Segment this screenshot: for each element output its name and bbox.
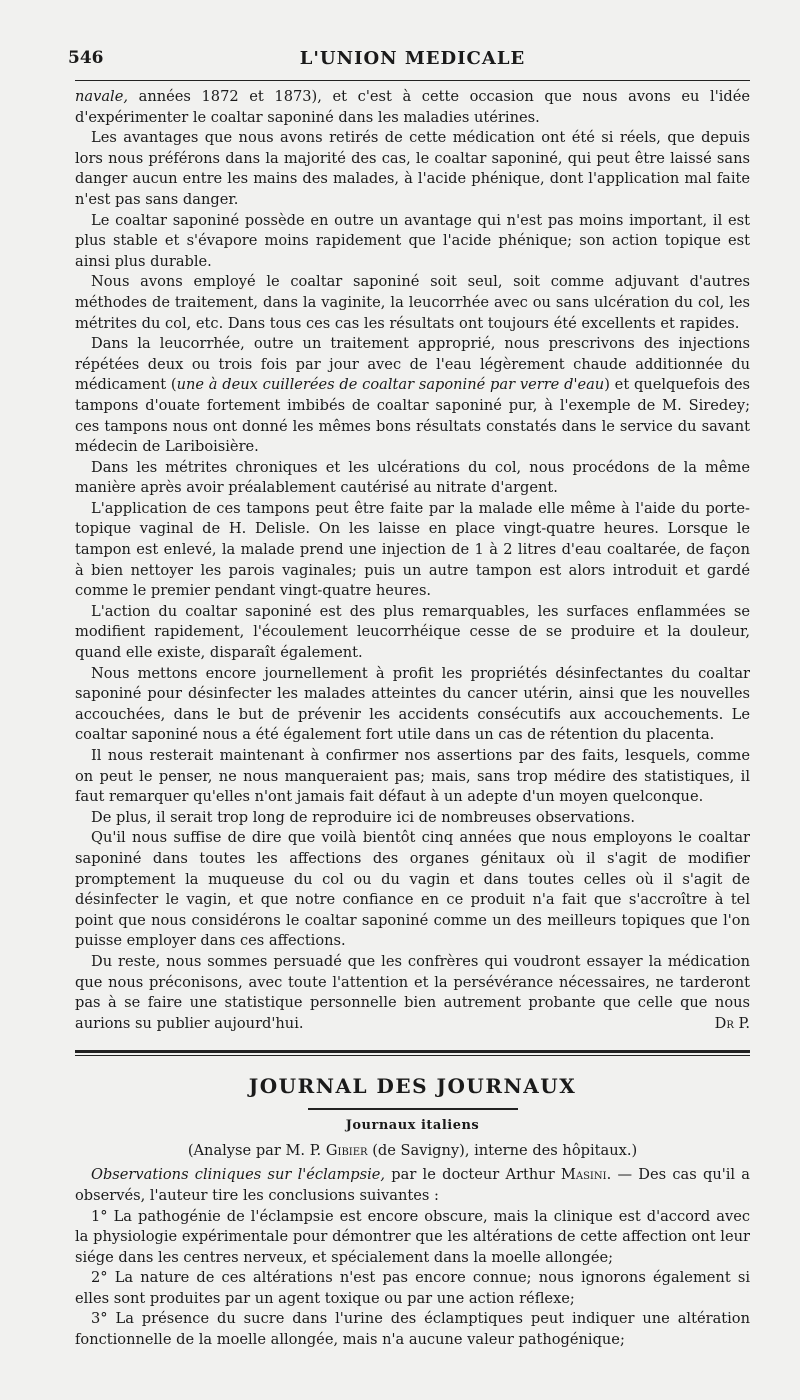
paragraph: Les avantages que nous avons retirés de cette médication ont été si réels, que depuis lors nous préférons dans la majorité des cas, le coaltar saponiné, qui peut être laissé sans danger aucun entre les mains des malades, à l'acide phénique, dont l'application mal faite n'est pas sans danger.: [75, 129, 750, 208]
journal-body: [75, 1165, 750, 1350]
conclusion-item: 3° La présence du sucre dans l'urine des éclamptiques peut indiquer une altération fonctionnelle de la moelle allongée, mais n'a aucune valeur pathogénique;: [75, 1310, 750, 1349]
paragraph: [75, 334, 750, 458]
running-header: [68, 46, 750, 74]
italic-text: Observations cliniques sur l'éclampsie,: [91, 1166, 386, 1184]
italic-text: navale,: [75, 88, 128, 105]
paragraph: Qu'il nous suffise de dire que voilà bientôt cinq années que nous employons le coaltar saponiné dans toutes les affections des organes génitaux où il s'agit de modifier promptement la muqueuse du col ou du vagin et dans toutes celles où il s'agit de désinfecter le vagin, et que notre confiance en ce produit n'a fait que s'accroître à tel point que nous considérons le coaltar saponiné comme un des meilleurs topiques que l'on puisse employer dans ces affections.: [75, 829, 750, 950]
paragraph-text: . — Des cas qu'il a observés, l'auteur tire les conclusions suivantes :: [75, 1166, 750, 1204]
paragraph-text: Du reste, nous sommes persuadé que les confrères qui voudront essayer la médication que nous préconisons, avec toute l'attention et la persévérance nécessaires, ne tarderont pas à se faire une statistique personnelle bien autrement probante que celle que nous aurions su publier aujourd'hui.: [75, 952, 750, 1032]
paragraph: Nous avons employé le coaltar saponiné soit seul, soit comme adjuvant d'autres méthodes de traitement, dans la vaginite, la leucorrhée avec ou sans ulcération du col, les métrites du col, etc. Dans tous ces cas les résultats ont toujours été excellents et rapides.: [75, 273, 750, 332]
subsection-title: Journaux italiens: [345, 1118, 480, 1134]
journal-title: L'UNION MEDICALE: [299, 48, 526, 69]
italic-text: une à deux cuillerées de coaltar saponiné par verre d'eau: [176, 376, 605, 394]
paragraph: De plus, il serait trop long de reproduire ici de nombreuses observations.: [91, 808, 635, 826]
page-number: 546: [68, 48, 104, 68]
paragraph-text: par le docteur Arthur: [385, 1166, 561, 1184]
paragraph: Dans les métrites chroniques et les ulcérations du col, nous procédons de la même manière après avoir préalablement cautérisé au nitrate d'argent.: [75, 458, 750, 497]
paragraph: Nous mettons encore journellement à profit les propriétés désinfectantes du coaltar saponiné pour désinfecter les malades atteintes du cancer utérin, ainsi que les nouvelles accouchées, dans le but de prévenir les accidents consécutifs aux accouchements. Le coaltar saponiné nous a été également fort utile dans un cas de rétention du placenta.: [75, 664, 750, 744]
paragraph-text: Dans la leucorrhée, outre un traitement approprié, nous prescrivons des injections répétées deux ou trois fois par jour avec de l'eau légèrement chaude additionnée du médicament (: [75, 335, 750, 394]
conclusion-item: 1° La pathogénie de l'éclampsie est encore obscure, mais la clinique est d'accord avec la physiologie expérimentale pour démontrer que les altérations de cette affection ont leur siége dans les centres nerveux, et spécialement dans la moelle allongée;: [75, 1207, 750, 1266]
title-rule: [308, 1108, 518, 1110]
paragraph: [75, 952, 750, 1034]
paragraph-text: ) et quelquefois des tampons d'ouate fortement imbibés de coaltar saponiné pur, à l'exemple de M. Siredey; ces tampons nous ont donné les mêmes bons résultats constatés dans le service du savant médecin de Lariboisière.: [75, 376, 750, 456]
paragraph-text: années 1872 et 1873), et c'est à cette occasion que nous avons eu l'idée d'expérimenter le coaltar saponiné dans les maladies utérines.: [75, 88, 750, 126]
page: [68, 46, 750, 1351]
paragraph: Il nous resterait maintenant à confirmer nos assertions par des faits, lesquels, comme on peut le penser, ne nous manqueraient pas; mais, sans trop médire des statistiques, il faut remarquer qu'elles n'ont jamais fait défaut à un adepte d'un moyen quelconque.: [75, 747, 750, 806]
analysis-credit: [75, 1141, 750, 1161]
article-body: [75, 87, 750, 1034]
analyst-name: Gibier: [325, 1142, 368, 1160]
paragraph: L'action du coaltar saponiné est des plus remarquables, les surfaces enflammées se modifient rapidement, l'écoulement leucorrhéique cesse de se produire et la douleur, quand elle existe, disparaît également.: [75, 602, 750, 662]
analysis-text: (de Savigny), interne des hôpitaux.): [367, 1142, 638, 1160]
author-name: Masini: [560, 1166, 607, 1184]
paragraph: [75, 1165, 750, 1206]
signature: Dr P.: [714, 1014, 750, 1032]
section-title: JOURNAL DES JOURNAUX: [248, 1074, 577, 1099]
analysis-text: (Analyse par M. P.: [187, 1142, 326, 1160]
paragraph: L'application de ces tampons peut être faite par la malade elle même à l'aide du porte-topique vaginal de H. Delisle. On les laisse en place vingt-quatre heures. Lorsque le tampon est enlevé, la malade prend une injection de 1 à 2 litres d'eau coaltarée, de façon à bien nettoyer les parois vaginales; puis un autre tampon est alors introduit et gardé comme le premier pendant vingt-quatre heures.: [75, 499, 750, 600]
section-divider: [75, 1050, 750, 1056]
paragraph: Le coaltar saponiné possède en outre un avantage qui n'est pas moins important, il est plus stable et s'évapore moins rapidement que l'acide phénique; son action topique est ainsi plus durable.: [75, 211, 750, 270]
conclusion-item: 2° La nature de ces altérations n'est pas encore connue; nous ignorons également si elles sont produites par un agent toxique ou par une action réflexe;: [75, 1269, 750, 1307]
paragraph: [75, 87, 750, 128]
header-rule: [75, 80, 750, 81]
